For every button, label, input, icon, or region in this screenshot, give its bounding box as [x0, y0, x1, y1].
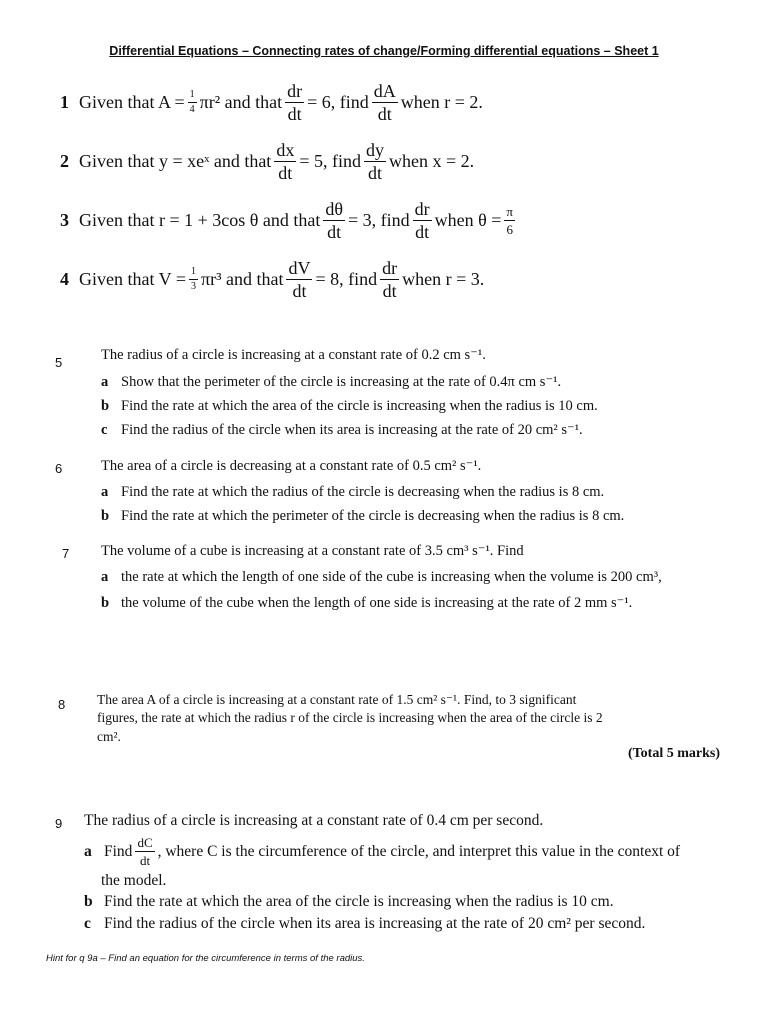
- fraction: $\frac{1}{4}$: [189, 89, 195, 115]
- question-3: [60, 200, 518, 241]
- question-text: Given that y = xeˣ and that: [79, 151, 272, 171]
- question-7a: a the rate at which the length of one side of the cube is increasing when the volume is 200 cm³,: [101, 569, 662, 585]
- question-text: πr³ and that: [200, 269, 284, 289]
- fraction-dr-dt: $\frac{dr}{dt}$: [287, 81, 303, 124]
- question-2: [60, 141, 474, 182]
- question-5a: a Show that the perimeter of the circle is increasing at the rate of 0.4π cm s⁻¹.: [101, 374, 562, 390]
- question-number-6: 6: [55, 461, 63, 476]
- question-6-stem: The area of a circle is decreasing at a constant rate of 0.5 cm² s⁻¹.: [101, 458, 482, 474]
- question-text: = 8, find: [315, 269, 378, 289]
- worksheet-title: Differential Equations – Connecting rates of change/Forming differential equations – Sheet 1: [109, 44, 659, 58]
- fraction-dtheta-dt: $\frac{d\theta}{dt}$: [325, 199, 343, 242]
- fraction: $\frac{1}{3}$: [190, 266, 196, 292]
- total-marks: (Total 5 marks): [627, 746, 720, 761]
- fraction-dC-dt: $\frac{dC}{dt}$: [137, 835, 153, 868]
- question-text: when θ =: [434, 210, 502, 230]
- question-number: 1: [60, 92, 69, 112]
- question-7-stem: The volume of a cube is increasing at a constant rate of 3.5 cm³ s⁻¹. Find: [101, 543, 524, 559]
- question-text: = 6, find: [307, 92, 369, 112]
- question-1: [60, 82, 483, 123]
- question-9-stem: The radius of a circle is increasing at a constant rate of 0.4 cm per second.: [84, 812, 544, 829]
- question-text: Given that r = 1 + 3cos θ and that: [79, 210, 321, 230]
- fraction-dV-dt: $\frac{dV}{dt}$: [288, 258, 311, 301]
- question-9c: c Find the radius of the circle when its area is increasing at the rate of 20 cm² per second.: [84, 915, 646, 932]
- fraction-dr-dt: $\frac{dr}{dt}$: [382, 258, 398, 301]
- hint-text: Hint for q 9a – Find an equation for the circumference in terms of the radius.: [46, 953, 365, 964]
- question-number-7: 7: [62, 546, 70, 561]
- question-6b: b Find the rate at which the perimeter of the circle is decreasing when the radius is 8 cm.: [101, 508, 625, 524]
- fraction-dr-dt: $\frac{dr}{dt}$: [414, 199, 430, 242]
- question-text: = 3, find: [348, 210, 410, 230]
- fraction-pi-6: $\frac{\pi}{6}$: [506, 204, 513, 237]
- question-9a-continued: the model.: [101, 872, 167, 889]
- question-text: = 5, find: [299, 151, 361, 171]
- question-number: 3: [60, 210, 69, 230]
- question-number-8: 8: [58, 697, 66, 712]
- question-text: when x = 2.: [388, 151, 475, 171]
- question-number-5: 5: [55, 355, 63, 370]
- question-9b: b Find the rate at which the area of the circle is increasing when the radius is 10 cm.: [84, 893, 614, 910]
- question-text: πr² and that: [199, 92, 283, 112]
- question-5c: c Find the radius of the circle when its area is increasing at the rate of 20 cm² s⁻¹.: [101, 422, 583, 438]
- question-number-9: 9: [55, 816, 63, 831]
- question-text: Given that V =: [79, 269, 186, 289]
- question-text: Given that A =: [79, 92, 185, 112]
- fraction-dx-dt: $\frac{dx}{dt}$: [276, 140, 295, 183]
- question-5-stem: The radius of a circle is increasing at a constant rate of 0.2 cm s⁻¹.: [101, 347, 486, 363]
- fraction-dy-dt: $\frac{dy}{dt}$: [365, 140, 384, 183]
- question-text: when r = 2.: [400, 92, 483, 112]
- question-4: [60, 259, 484, 300]
- question-text: when r = 3.: [402, 269, 485, 289]
- question-5b: b Find the rate at which the area of the circle is increasing when the radius is 10 cm.: [101, 398, 598, 414]
- question-8-line-1: The area A of a circle is increasing at a constant rate of 1.5 cm² s⁻¹. Find, to 3 significant: [97, 692, 577, 707]
- question-number: 4: [60, 269, 69, 289]
- question-7b: b the volume of the cube when the length of one side is increasing at the rate of 2 mm s⁻¹.: [101, 595, 633, 611]
- fraction-dA-dt: $\frac{dA}{dt}$: [373, 81, 396, 124]
- question-8-line-2: figures, the rate at which the radius r of the circle is increasing when the area of the circle is 2: [97, 710, 603, 725]
- question-number: 2: [60, 151, 69, 171]
- question-6a: a Find the rate at which the radius of the circle is decreasing when the radius is 8 cm.: [101, 484, 605, 500]
- question-8-line-3: cm².: [97, 729, 121, 744]
- question-9a: a Find $\frac{dC}{dt}$ , where C is the circumference of the circle, and interpret this value in the context of: [84, 835, 681, 868]
